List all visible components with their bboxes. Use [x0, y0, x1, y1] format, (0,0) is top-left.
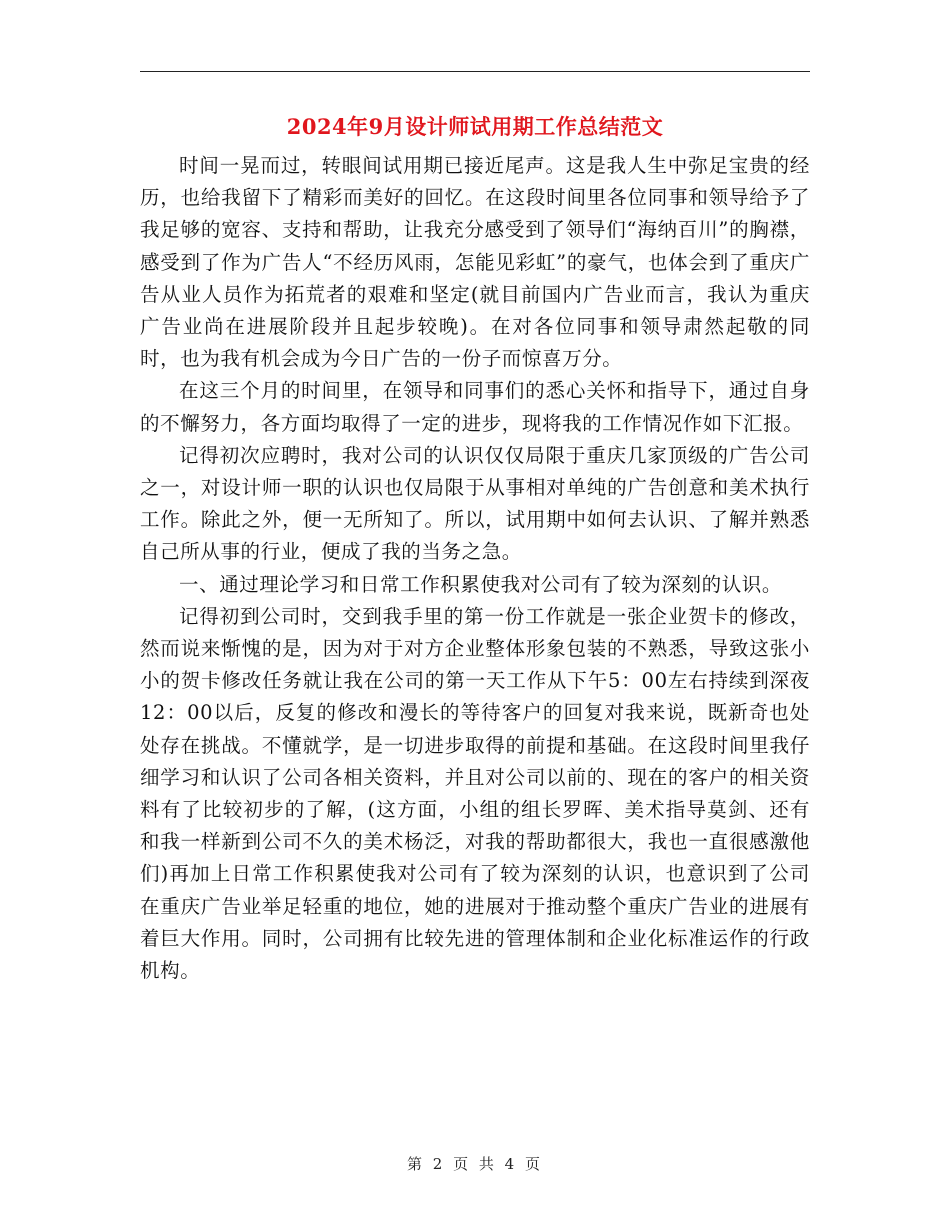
document-title: 2024年9月设计师试用期工作总结范文	[286, 114, 664, 139]
document-body	[140, 150, 810, 987]
paragraph-5: 记得初到公司时，交到我手里的第一份工作就是一张企业贺卡的修改，然而说来惭愧的是，因为对于对方企业整体形象包装的不熟悉，导致这张小小的贺卡修改任务就让我在公司的第一天工作从下午5：00左右持续到深夜12：00以后，反复的修改和漫长的等待客户的回复对我来说，既新奇也处处存在挑战。不懂就学，是一切进步取得的前提和基础。在这段时间里我仔细学习和认识了公司各相关资料，并且对公司以前的、现在的客户的相关资料有了比较初步的了解，(这方面，小组的组长罗晖、美术指导莫剑、还有和我一样新到公司不久的美术杨泛，对我的帮助都很大，我也一直很感激他们)再加上日常工作积累使我对公司有了较为深刻的认识，也意识到了公司在重庆广告业举足轻重的地位，她的进展对于推动整个重庆广告业的进展有着巨大作用。同时，公司拥有比较先进的管理体制和企业化标准运作的行政机构。	[140, 604, 810, 983]
section-heading-1: 一、通过理论学习和日常工作积累使我对公司有了较为深刻的认识。	[179, 572, 783, 596]
paragraph-3: 记得初次应聘时，我对公司的认识仅仅局限于重庆几家顶级的广告公司之一，对设计师一职的认识也仅局限于从事相对单纯的广告创意和美术执行工作。除此之外，便一无所知了。所以，试用期中如何去认识、了解并熟悉自己所从事的行业，便成了我的当务之急。	[140, 443, 810, 564]
page-footer: 第 2 页 共 4 页	[407, 1155, 543, 1173]
header-rule	[140, 71, 810, 72]
paragraph-2: 在这三个月的时间里，在领导和同事们的悉心关怀和指导下，通过自身的不懈努力，各方面均取得了一定的进步，现将我的工作情况作如下汇报。	[140, 379, 810, 435]
paragraph-1: 时间一晃而过，转眼间试用期已接近尾声。这是我人生中弥足宝贵的经历，也给我留下了精彩而美好的回忆。在这段时间里各位同事和领导给予了我足够的宽容、支持和帮助，让我充分感受到了领导们“海纳百川”的胸襟，感受到了作为广告人“不经历风雨，怎能见彩虹”的豪气，也体会到了重庆广告从业人员作为拓荒者的艰难和坚定(就目前国内广告业而言，我认为重庆广告业尚在进展阶段并且起步较晚)。在对各位同事和领导肃然起敬的同时，也为我有机会成为今日广告的一份子而惊喜万分。	[140, 154, 810, 371]
